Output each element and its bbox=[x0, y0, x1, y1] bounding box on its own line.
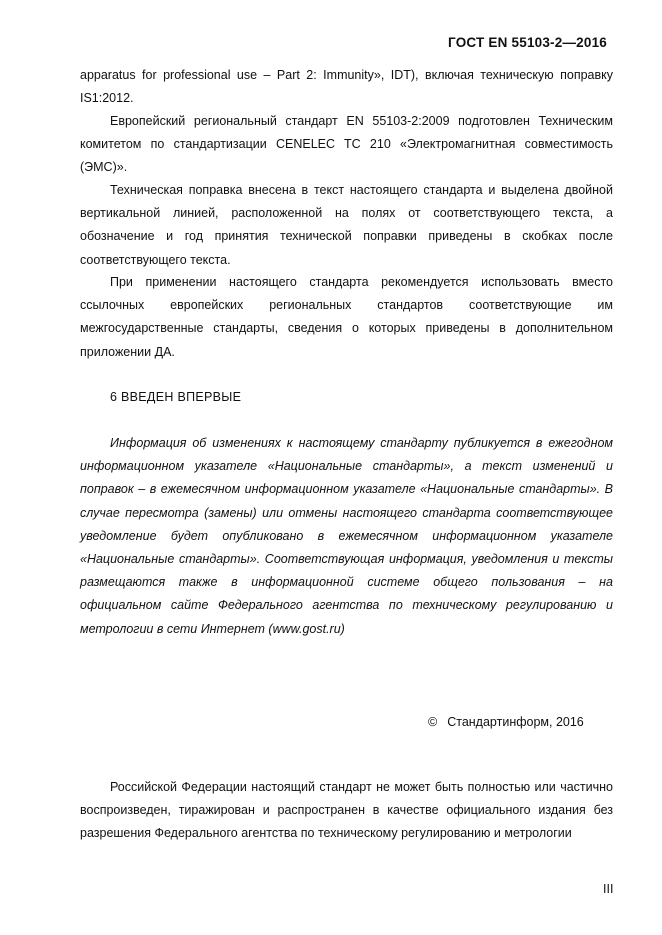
document-number-header: ГОСТ EN 55103-2—2016 bbox=[448, 35, 607, 50]
info-changes-notice: Информация об изменениях к настоящему стандарту публикуется в ежегодном информационном указателе «Национальные стандарты», а текст изменений и поправок – в ежемесячном информационном указателе «Национальные стандарты». В случае пересмотра (замены) или отмены настоящего стандарта соответствующее уведомление будет опубликовано в ежемесячном информационном указателе «Национальные стандарты». Соответствующая информация, уведомления и тексты размещаются также в информационной системе общего пользования – на официальном сайте Федерального агентства по техническому регулированию и метрологии в сети Интернет (www.gost.ru) bbox=[80, 436, 613, 636]
paragraph-reference-standards: При применении настоящего стандарта рекомендуется использовать вместо ссылочных европейских региональных стандартов соответствующие им межгосударственные стандарты, сведения о которых приведены в дополнительном приложении ДА. bbox=[80, 275, 613, 359]
paragraph-standard-title-continuation: apparatus for professional use – Part 2: Immunity», IDT), включая техническую поправку IS1:2012. bbox=[80, 68, 613, 106]
copyright-line bbox=[428, 711, 584, 734]
reproduction-notice: Российской Федерации настоящий стандарт не может быть полностью или частично воспроизведен, тиражирован и распространен в качестве официального издания без разрешения Федерального агентства по техническому регулированию и метрологии bbox=[80, 780, 613, 841]
paragraph-european-standard: Европейский региональный стандарт EN 55103-2:2009 подготовлен Техническим комитетом по стандартизации CENELEC TC 210 «Электромагнитная совместимость (ЭМС)». bbox=[80, 114, 613, 175]
copyright-symbol: © bbox=[428, 715, 438, 729]
copyright-text: Стандартинформ, 2016 bbox=[447, 715, 584, 729]
section-6-heading: 6 ВВЕДЕН ВПЕРВЫЕ bbox=[110, 390, 242, 404]
page-number: III bbox=[603, 882, 614, 896]
paragraph-technical-corrigendum: Техническая поправка внесена в текст настоящего стандарта и выделена двойной вертикальной линией, расположенной на полях от соответствующего текста, а обозначение и год принятия технической поправки приведены в скобках после соответствующего текста. bbox=[80, 183, 613, 267]
